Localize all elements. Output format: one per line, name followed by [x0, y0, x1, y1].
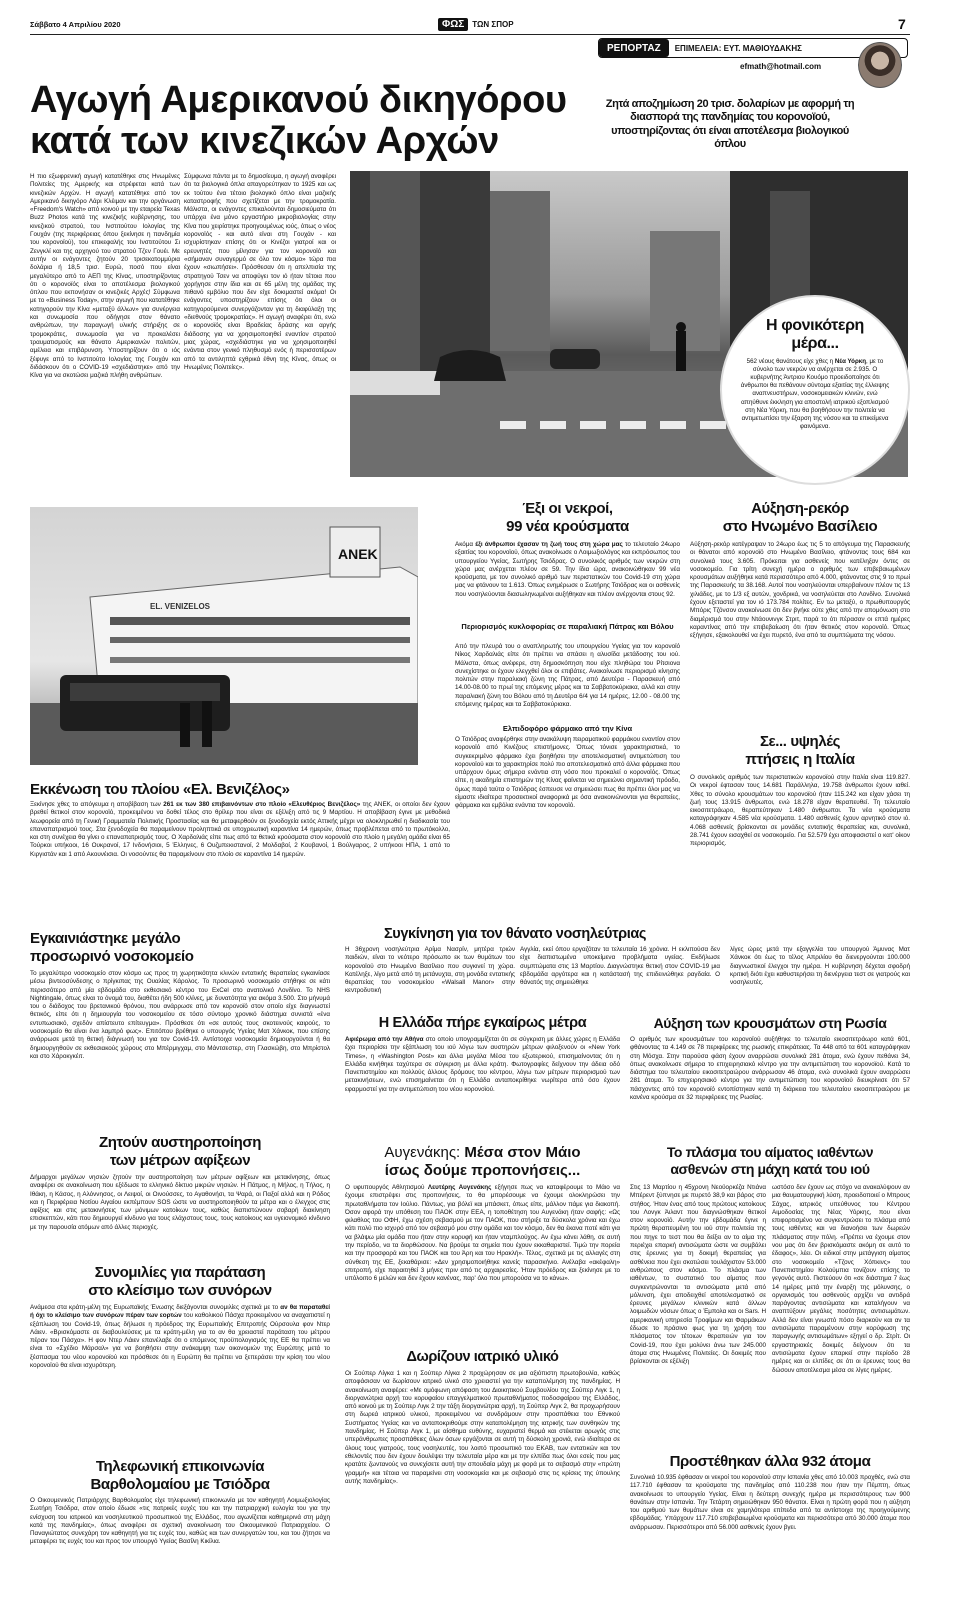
ship-scene: [30, 507, 418, 765]
italy-body: Ο συνολικός αριθμός των περιστατικών κορονοϊού στην Ιταλία είναι 119.827. Οι νεκροί έφτασαν τους 14.681 Παράλληλα, 19.758 άνθρωποι έχουν ιαθεί. Χθες το σύνολο κρουσμάτων του κορονοϊού ήταν 115.242 και είχαν χάσει τη ζωή τους 13.915 άνθρωποι, ενώ 18.278 είχαν θεραπευθεί. Τη τελευταίο εικοσιτετράωρο, θεραπεύτηκαν 1.480 άνθρωποι. Τα νέα κρούσματα καταγράφηκαν 4.585 νέα κρούσματα. 1.480 ασθενείς έχουν αρνητικό στον ιό. 4.068 ασθενείς βρίσκονται σε μονάδες εντατικής θεραπείας και, συνολικά, 28.741 έχουν εισαχθεί σε νοσοκομείο. Για 52.579 έχει αποφασιστεί ο κατ' οίκον περιορισμός.: [690, 774, 910, 848]
flights-body: Δήμαρχοι μεγάλων νησιών ζητούν την αυστηροποίηση των μέτρων αφίξεων και μετακίνησης, όπως αναφέρει σε ανακοίνωση που εξέδωσε το ελληνικό δίκτυο μικρών νησιών. Η Πάτμος, η Μήλος, η Τήλος, η Ιθάκη, η Κάσος, η Αλόννησος, οι Λειψοί, οι Οινούσσες, το Αγαθονήσι, τα Ψαρά, οι Παξοί αλλά και η Ρόδος και η Περιφέρεια Νοτίου Αιγαίου εκπέμπουν SOS ώστε να αυστηροποιηθούν τα μέτρα και ο έλεγχος στις αφίξεις και στις μετακινήσεις των μόνιμων κατοίκων τους, καθώς διαπιστώνουν σοβαρή διακίνηση επισκεπτών, κάτι που δημιουργεί κίνδυνο για τους ελάχιστους τους, τους κατοίκους και υγειονομικό κίνδυνο με την παρουσία ατόμων από άλλες περιοχές.: [30, 1174, 330, 1231]
dead-sub1-body: Από την πλευρά του ο αναπληρωτής του υπουργείου Υγείας για τον κορονοϊό Νίκος Χαρδαλιάς είπε ότι πρέπει να σπάσει η αλυσίδα μετάδοσης του ιού. Μάλιστα, όπως ανέφερε, στη δημοσκόπηση που είχε πληθώρα του Ρίτσιονα συνεχίστηκε οι έχουν ελεγχθεί όλοι οι επιβάτες. Ανακοίνωσε περιορισμό κίνησης πολιτών στην παραλιακή ζώνη της Πάτρας, από Δευτέρα - Παρασκευή από 14.00-08.00 το πρωί της επόμενης μέρας και τα Σαββατοκύριακα, αλλά και στην παραλιακή ζώνη του Βόλου από τη Δευτέρα 6/4 για 14 ημέρες, 12.00 - 08.00 της επόμενης ημέρας και τα Σαββατοκύριακα.: [455, 643, 680, 709]
plasma-col-1: Στις 13 Μαρτίου η 45χρονη Νεοϋορκέζα Ντιάνα Μπέρεντ ξύπνησε με πυρετό 38,9 και βάρος στο στήθος. Ήταν ένας από τους πρώτους κατοίκους του Λονγκ Άιλαντ που διαγνώσθηκαν θετικοί στον κορονοϊό. Αυτήν την εβδομάδα έγινε η πρώτη θεραπευμένη του ιού στην πολιτεία της που πηγε το τεστ που θα δείξει αν το αίμα της περιέχει επαρκή αντισώματα ώστε να συμβάλει στις έρευνες για τη δοκιμή θεραπείας για ασθένεια που έχει σκοτώσει τουλάχιστον 53.000 ανθρώπους στον κόσμο. Το πλάσμα των ιαθέντων, το συστατικό του αίματος που συγκεντρώνονται τα αντισώματα μετά από μόλυνση, έχει αποδειχθεί αποτελεσματικό σε έρευνες μεγάλων κλινικών κατά άλλων λοιμωδών νόσων όπως ο Έμπολα και οι Sars. Η αμερικανική υπηρεσία Τροφίμων και Φαρμάκων έδωσε το πράσινο φως για τη χρήση του πλάσματος τον τέτοιων θεραπειών για τον Covid-19, που έχει μολύνει άνω των 245.000 άτομα στις Ηνωμένες Πολιτείες. Οι δοκιμές που βρίσκονται σε εξέλιξη: [630, 1184, 766, 1366]
masthead-rule: [30, 34, 910, 35]
plasma-title-line1: Το πλάσμα του αίματος ιαθέντων: [666, 1144, 874, 1160]
augenakis-title-name: Αυγενάκης:: [384, 1144, 461, 1161]
russia-body: Ο αριθμός των κρουσμάτων του κορονοϊού αυξήθηκε το τελευταίο εικοσιτετράωρο κατά 601, φθάνοντας τα 4.149 σε 78 περιφέρειες της ρωσικής επικράτειας. Τα 448 από τα 601 καταγράφηκαν στη Μόσχα. Στην παρούσα φάση έχουν αναρρώσει συνολικά 281 άτομα, ενώ έχουν πεθάνει 34, όπως ανακοίνωσε σήμερα το επιχειρησιακό κέντρο για την αντιμετώπιση του κορονοϊού. Κατά το διάστημα του τελευταίου εικοσιτετραώρου ανάρρωσαν 46 άτομα, ενώ συνολικά έχουν αναρρώσει 281 άτομα. Το επιχειρησιακό κέντρο για την αντιμετώπιση του κορονοϊού διευκρίνισε ότι 57 πάσχοντες από τον κορονοϊό εντοπίστηκαν κατά τη διάρκεια του τελευταίου εικοσιτετραώρου με κανένα κρούσμα σε 32 περιφέρειες της Ρωσίας.: [630, 1036, 910, 1102]
nightingale-title-line2: προσωρινό νοσοκομείο: [30, 948, 194, 966]
callout-body-prefix: 562 νέους θανάτους είχε χθες η: [746, 358, 835, 366]
nightingale-title: [30, 930, 330, 967]
callout-body-rest: , με το σύνολο των νεκρών να ανέρχεται σε 2.935. Ο κυβερνήτης Άντριου Κουόμο προειδοποίησε ότι άνθρωποι θα πεθάνουν σύντομα εξαιτίας της έλλειψης αναπνευστήρων, νοσοκομειακών κλινών, ενώ απηύθυνε έκκληση για αποστολή ιατρικού εξοπλισμού στη Νέα Υόρκη, που θα βοηθήσουν την πολιτεία να αντιμετωπίσει την έξαρση της νόσου και τα επικείμενα φαινόμενα.: [740, 358, 890, 430]
lead-column-1: [30, 173, 180, 491]
augenakis-title: [345, 1144, 620, 1181]
augenakis-title-line1: [345, 1144, 620, 1162]
ship-funnel-text: ANEK: [338, 546, 378, 562]
borders-body-bold: αν θα παραταθεί ή όχι το κλείσιμο των συνόρων πέραν των εορτών: [30, 1304, 330, 1320]
nightingale-body: Το μεγαλύτερο νοσοκομείο στον κόσμο ως προς τη χωρητικότητα κλινών εντατικής θεραπείας εγκαινίασε μέσω βιντεοσύνδεσης ο πρίγκιπας της Ουαλίας Κάρολος. Το προσωρινό νοσοκομείο στήθηκε σε κάτι περισσότερο από μία εβδομάδα στο εκθεσιακό κέντρο του ExCel στο ανατολικό Λονδίνο. Το NHS Nightingale, όπως είναι το όνομά του, διαθέτει ήδη 500 κλίνες, με δυνατότητα για ακόμα 3.500. Στο μήνυμά του ο διάδοχος του βρετανικού θρόνου, που ανάρρωσε από τον κορονοϊό στον οποίο είχε διαγνωστεί θετικός, είπε ότι η δημιουργία του νοσοκομείου σε τόσο σύντομο χρονικό διάστημα συνιστά «ένα εντυπωσιακό, σχεδόν απίστευτο επίτευγμα». Πρόσθεσε ότι «σε αυτούς τους σκοτεινούς καιρούς, το νοσοκομείο θα είναι ένα λαμπρό φως». Επιτόπου βρέθηκε ο υπουργός Υγείας Ματ Χάνκοκ, που επίσης ανάρρωσε μετά τη θετική διάγνωσή του για τον Covid-19. Αντίστοιχα νοσοκομεία δημιουργούνται ή θα δημιουργηθούν σε εκθεσιακούς χώρους στο Μπέρμιγχαμ, στο Μάντσεστερ, στη Γλασκώβη, στο Μπρίστολ και στο Χάροκγκέιτ.: [30, 970, 330, 1060]
dead-body: [455, 541, 680, 620]
borders-title-line2: στο κλείσιμο των συνόρων: [88, 1282, 272, 1300]
donation-title: Δωρίζουν ιατρικό υλικό: [406, 1349, 559, 1365]
augenakis-body-bold: Λευτέρης Αυγενάκης: [427, 1184, 492, 1191]
borders-body-prefix: Ανάμεσα στα κράτη-μέλη της Ευρωπαϊκής Ένωσης διεξάγονται συνομιλίες σχετικά με το: [30, 1304, 281, 1311]
rubric-label: ΡΕΠΟΡΤΑΖ: [599, 39, 669, 57]
tsiodras-title-line1: Τηλεφωνική επικοινωνία: [95, 1458, 265, 1475]
italy-title-line2: πτήσεις η Ιταλία: [745, 751, 855, 768]
tsiodras-title-line2: Βαρθολομαίου με Τσιόδρα: [90, 1476, 270, 1494]
tsiodras-title: [30, 1458, 330, 1495]
callout-title: [740, 317, 890, 352]
newspaper-section: ΤΩΝ ΣΠΟΡ: [472, 19, 514, 29]
nurse-col-1: Η 36χρονη νοσηλεύτρια Αρίμα Νασρίν, μητέρα τριών παιδιών, είναι το νεότερο πρόσωπο εκ των θυμάτων του κορονοϊού στο Ηνωμένο Βασίλειο που συγκινεί τη χώρα. Κατέληξε, λίγο μετά από τη μετάνυχτα, στη μονάδα εντατικής θεραπείας του νοσοκομείου «Walsall Manor» στην κεντροδυτική: [345, 946, 515, 995]
newspaper-logo: ΦΩΣ: [438, 18, 468, 31]
uk-body: Αύξηση-ρεκόρ κατέγραψαν το 24ωρο έως τις 5 το απόγευμα της Παρασκευής οι θάνατοι από κορονοϊό στο Ηνωμένο Βασίλειο, φτάνοντας τους 684 και συνολικά τους 3.605. Πρόκειται για ασθενείς που κατέληξαν όντες σε νοσοκομείο. Για τρίτη συνεχή ημέρα ο αριθμός των επιβεβαιωμένων κρουσμάτων αυξήθηκε κατά περισσότερο από 4.000, φτάνοντας στις 9 το πρωί της Παρασκευής τα 38.168. Αυτοί που νοσηλεύονται υπερβαίνουν πλέον τις 13 χιλιάδες, με το 1/3 εξ αυτών, χονδρικά, να νοσηλεύεται στο Λονδίνο. Συνολικά έχουν εξεταστεί για τον ιό 173.784 πολίτες. Εν τω μεταξύ, ο πρωθυπουργός Μπόρις Τζόνσον ανακοίνωσε ότι δεν βγήκε ούτε χθες από την απομόνωση στο διαμέρισμά του στην Ντάουνινγκ Στριτ, παρά το ότι πέρασαν οι επτά ημέρες καραντίνας από την επιβεβαίωση ότι ήταν θετικός στον κορονοϊό. Όπως εξήγησε, εξακολουθεί να έχει πυρετό, ένα από τα συμπτώματα της νόσου.: [690, 541, 910, 640]
ship-body-rest: της ΑΝΕΚ, οι οποίοι δεν έχουν βρεθεί θετικοί στον κορονοϊό, προκειμένου να δοθεί τέλος στο θρίλερ που είναι σε εξέλιξη από τις 9 Μαρτίου. Η αποβίβαση έγινε με μεθοδικά λεωφορεία από τη Γενική Γραμματεία Πολιτικής Προστασίας και θα μεταφερθούν σε ξενοδοχεία εκτός Αττικής μέχρι να ολοκληρωθεί η διαδικασία του επαναπατρισμού τους. Στα ξενοδοχεία θα παραμείνουν προληπτικά σε υποχρεωτική καραντίνα 14 ημερών, όπως προβλέπεται από το πρωτόκολλο, και στη συνέχεια θα γίνει ο επαναπατρισμός τους. Ο Χαρδαλιάς είπε πως από τα θετικά κρούσματα στον κορονοϊό στο πλοίο η μεγάλη ομάδα είναι 65 Τούρκοι υπήκοοι, 16 Ουκρανοί, 17 Ινδονήσιοι, 5 Έλληνες, 6 Ουζμπεκιστανοί, 2 Μολδαβοί, 2 Κουβανοί, 1 Βούλγαρος, 2 υπήκοοι ΗΠΑ, 1 από το Κιργιστάν και 1 από Ακουνέισια. Οι νοσούντες θα παραμείνουν στο πλοίο σε καραντίνα 14 ημερών.: [30, 801, 450, 858]
ship-body: [30, 801, 450, 893]
lead-title-line2: κατά των κινεζικών Αρχών: [30, 119, 499, 162]
editor-avatar: [858, 42, 902, 88]
borders-body: [30, 1304, 330, 1454]
russia-title: Αύξηση των κρουσμάτων στη Ρωσία: [653, 1015, 887, 1031]
uk-title-line2: στο Ηνωμένο Βασίλειο: [722, 518, 878, 535]
augenakis-body-rest: εξήγησε πως να καταφέρουμε το Μάιο να έχουμε επιστρέψει στις προπονήσεις, το θα μπορέσουμε να έχουμε ολοκληρώσει την πρωταθλήματα τον Ιούλιο. Πάντως, για βόλεϊ και μπάσκετ, όπως είπε, μάλλον πάμε για διακοπή. Όσον αφορά την υπόθεση του ΠΑΟΚ στην ΕΕΑ, η τοποθέτηση του Αυγενάκη ήταν σαφής: «Ως φιλαθλος του ΟΦΗ, έχω σχέση σεβασμού με τον ΠΑΟΚ, που στήριξε τα δύσκολα χρόνια και έχω κάτι πολύ πιο ισχυρό από τον σεβασμό μου στην ομάδα και τον κόσμο, δεν θα έκανα ποτέ κάτι για να βλάψω μία ομάδα που ήταν στην κορυφή και ήταν νταμπλούχος. Αν έχω κάνει λάθη, σε αυτή την περίοδο, να τα διορθώσουν. Να βρούμε τα σημεία που έχουν εκκαθαριστεί. Τιμώ την πορεία και την προσφορά και του ΠΑΟΚ και του Άρη και του Ηρακλή». Τέλος, σχετικά με τις αλλαγές στη σύνθεση της ΕΕ, ξεκαθάρισε: «Δεν χρησιμοποιήθηκε κανείς παρασκήνιο. Ανέλαβα «ακέφαλη» επιτροπή, είχε παραιτηθεί 3 μήνες πριν από τις αρχαιρεσίες. Ήταν πρόεδρος και ξεκίνησε με το υπόλοιπο 6 μελών και δεν έχουν κανένας, παρ' όλο που μπορούσα να το κάνω».: [345, 1184, 620, 1283]
nurse-col-2: Αγγλία, εκεί όπου εργαζόταν τα τελευταία 16 χρόνια. Η εκλιπούσα δεν είχε διαπιστωμένα υποκείμενα προβλήματα υγείας. Εκδήλωσε συμπτώματα στις 13 Μαρτίου. Διαγνώστηκε θετική στον COVID-19 μια εβδομάδα αργότερα και η κατάστασή της επιδεινώθηκε ραγδαία. Ο θάνατός της σημειώθηκε: [520, 946, 720, 987]
greece-body: [345, 1036, 620, 1133]
plasma-title: [630, 1144, 910, 1178]
editor-email: efmath@hotmail.com: [740, 62, 822, 71]
ship-photo: [30, 507, 418, 765]
donation-body: Οι Σούπερ Λίγκα 1 και η Σούπερ Λίγκα 2 προχώρησαν σε μια αξιόπιστη πρωτοβουλία, καθώς αποφάσισαν να δωρίσουν ιατρικό υλικό στο χρειαστεί για την καταπολέμηση της πανδημίας. Η ανακοίνωση αναφέρει: «Με ομόφωνη απόφαση του Διοικητικού Συμβουλίου της Σούπερ Λιγκ 1, η διοργανώτρια αρχή του κορυφαίου επαγγελματικού πρωταθλήματος ποδοσφαίρου της Ελλάδος, από κοινού με τη Σούπερ Λιγκ 2 την τάξη διοργανώτρια αρχή, τη Σούπερ Λιγκ 2, θα προχωρήσουν στη δωρεά ιατρικού υλικού, προκειμένου να συνδράμουν στην προσπάθεια του Εθνικού Συστήματος Υγείας και να ανταποκριθούμε στην καταπολέμηση της ιατρικής των συνθηκών της πανδημίας. Η Σούπερ Λιγκ 1, με αίσθημα ευθύνης, ευχαριστεί θερμά και στέκεται αρωγός στις υπεράνθρωπες προσπάθειες όλων όσων εργάζονται σε αυτή τη δύσκολη χρονιά, ενώ ιδιαίτερα σε όλους τους γιατρούς, τους νοσηλευτές, του λοιπό προσωπικό του ΕΚΑΒ, των εντατικών και τον εθελοντές που δεν έχουν δουλέψει την τελευταία μέρα και με την ελπίδα πως όλοι εσείς που μας κρατάτε ζωντανούς να συνεχίσετε αυτή την σπουδαία μάχη με φορά με το σεβασμό στην «πρώτη γραμμή» και τέτοια να παραμείνει στη νοσοκομεία και με σεβασμό στις τις κρίσεις της ύπουλης αυτής πανδημίας».: [345, 1370, 620, 1485]
ship-name-text: EL. VENIZELOS: [150, 602, 211, 611]
greece-body-rest: στο οποίο υπογραμμίζεται ότι σε σύγκριση με άλλες χώρες η Ελλάδα έχει περιορίσει την εξάπλωση του ιού λόγω των αυστηρών μέτρων φιλοξενούν οι «New York Times», η «Washington Post» και άλλα μεγάλα Μέσα του εξωτερικού, επισημαίνοντας ότι η Ελλάδα κινήθηκε ταχύτερα σε σύγκριση με άλλα κράτη. Φωτογραφίες δείχνουν την άδεια οδό Πανεπιστημίου και πολλούς άλλους δρόμους του κέντρου, λόγω των μέτρων περιορισμού των μετακινήσεων, ενώ επισημαίνεται ότι η Ελλάδα ανταποκρίθηκε νωρίτερα από όσο έχουν εφαρμοστεί για την αντιμετώπιση του νέου κορονοϊού.: [345, 1036, 620, 1093]
lead-column-2: Σύμφωνα πάντα με το δημοσίευμα, η αγωγή αναφέρει ότι τα βιολογικά όπλα απαγορεύτηκαν το 1925 και ως εκ τούτου ένα τέτοιο βιολογικό όπλο είναι μαζικής καταστροφής που σχετίζεται με την τρομοκρατία. Μάλιστα, οι ενάγοντες επικαλούνται δημοσιεύματα ότι υπάρχει ένα μόνο εργαστήριο μικροβιολογίας στην Κίνα που χειρίστηκε προηγουμένως ιούς, όπως ο νέος κορονοϊός - και αυτό είναι στη Γουχάν - και ισχυρίστηκαν επίσης ότι οι Κινέζοι γιατροί και οι ερευνητές που μίλησαν για τον κορονοϊό και «σήμαναν συναγερμό σε όλο τον κόσμο» τώρα πια έχουν «σιωπήσει». Πρόσθεσαν ότι η απελπισία της στρατηγού Τσεν να αποφύγει τον ιό ήταν τέτοια που χορήγησε στην ίδια και σε 65 μέλη της ομάδας της πιθανό εμβόλιο που δεν είχε δοκιμαστεί ακόμα! Οι ενάγοντες υποστηρίζουν επίσης ότι όλοι οι κατηγορούμενοι συνεργάζονταν για τη διαφύλαξη της «διεθνούς τρομοκρατίας». Η αγωγή αναφέρει ότι, ενώ ο κορονοϊός είναι Βραδείας δράσης και αργής διάδοσης για να χρησιμοποιηθεί εναντίον στρατού μιας χώρας, «σχεδιάστηκε για να χρησιμοποιηθεί ενάντια στον γενικό πληθυσμό ενός ή περισσοτέρων από τα αντιληπτά εχθρικά έθνη της Κίνας, όπως οι Ηνωμένες Πολιτείες».: [184, 173, 336, 371]
borders-body-rest: του καθολικού Πάσχα προκειμένου να αναχαιτιστεί η εξάπλωση του Covid-19, όπως δήλωσε η πρόεδρος της Ευρωπαϊκής Επιτροπής Ούρσουλα φον Ντερ Λάιεν. «Βρισκόμαστε σε διαβουλεύσεις με τα κράτη-μέλη για το αν θα χρειαστεί παράταση του μέτρου πέραν του Πάσχα». Η φον Ντερ Λάιεν επανέλαβε ότι ο επόμενος προϋπολογισμός της ΕΕ θα πρέπει να είναι το «Σχέδιο Μάρσαλ» για να βοηθήσει στην ανάκαμψη των οικονομιών της Ευρώπης μετά το ξέσπασμα του νέου κορονοϊού και πρόσθεσε ότι η Ευρώπη θα πρέπει να ξεπεράσει την κρίση του νέου κορονοϊού θα είναι ισχυρότερη.: [30, 1312, 330, 1370]
lead-subtitle: Ζητά αποζημίωση 20 τρισ. δολαρίων με αφορμή τη διασπορά της πανδημίας του κορονοϊού, υποστηρίζοντας ότι είναι αποτέλεσμα βιολογικού όπλου: [605, 98, 855, 151]
dead-body-rest: το τελευταίο 24ωρο εξαιτίας του κορονοϊού, όπως ανακοίνωσε ο Λοιμωξιολόγος και εκπρόσωπος του υπουργείου Υγείας, Σωτήρης Τσιόδρας. Ο συνολικός αριθμός των νεκρών στη χώρα μας ανέρχεται πλέον σε 59. Την ίδια ώρα, ανακοινώθηκαν 99 νέα κρούσματα, με τον συνολικό αριθμό των περιστατικών του Covid-19 στη χώρα μας να φτάνουν τα 1.613. Όπως ενημέρωσε ο Σωτήρης Τσιόδρας και οι ασθενείς που νοσηλεύονται διασωληνωμένοι αυξήθηκαν και πλέον ανέρχονται στους 92.: [455, 541, 680, 598]
dead-sub2-body: Ο Τσιόδρας αναφέρθηκε στην ανακάλυψη πειραματικού φαρμάκου εναντίον στον κορονοϊό από Κινέζους επιστήμονες. Όπως τόνισε χαρακτηριστικά, το συγκεκριμένο φάρμακο έχει βοηθήσει την αποτελεσματική αντιμετώπιση του κορονοϊού και το χαρακτηρίσε πολύ πιο αποτελεσματικό από άλλα φάρμακα που υπάρχουν όμως σήμερα ενάντια στη νόσο που προκαλεί ο κορονοϊός. Όπως είπε, η ακαδημία επιστημών της Κίνας φαίνεται να σημειώνει σημαντική πρόοδο, όμως παρά ταύτα ο Τσιόδρας έσπευσε να σημειώσει πως θα πρέπει όλοι μας να είμαστε ιδιαίτερα προσεκτικοί αναφορικά με όσα ανακοινώνονται για θεραπείες, φάρμακα και εμβόλια ενάντια τον κορονοϊό.: [455, 736, 680, 810]
spain-title: Προστέθηκαν άλλα 932 άτομα: [669, 1453, 871, 1470]
ship-body-prefix: Ξεκίνησε χθες το απόγευμα η αποβίβαση των: [30, 801, 164, 808]
callout-title-line1: Η φονικότερη: [766, 317, 864, 334]
ship-body-bold: 261 εκ των 380 επιβαινόντων στο πλοίο «Ελευθέριος Βενιζέλος»: [163, 801, 361, 808]
masthead-date: Σάββατο 4 Απριλίου 2020: [30, 20, 121, 29]
lead-title-line1: Αγωγή Αμερικανού δικηγόρου: [30, 79, 567, 121]
nurse-col-3: λίγες ώρες μετά την εξαγγελία του υπουργού Άμυνας Ματ Χάνκοκ ότι έως το τέλος Απριλίου θα διενεργούνται 100.000 διαγνωστικοί έλεγχοι την ημέρα. Η κυβέρνηση δέχεται σφοδρή κριτική διότι έχει καθυστερήσει τη διενέργεια τεστ σε γιατρούς και νοσηλευτές.: [730, 946, 910, 987]
italy-title-line1: Σε... υψηλές: [759, 733, 841, 750]
italy-title: [690, 733, 910, 769]
augenakis-title-rest: Μέσα στον Μάιο: [464, 1144, 581, 1161]
lead-title: [30, 80, 600, 161]
plasma-col-2: ωστόσο δεν έχουν ως στόχο να ανακαλύψουν αν μια θαυματουργική λύση, προειδοποιεί ο Μπρους Σάχας, ιατρικός υπεύθυνος του Κέντρου Αιμοδοσίας της Νέας Υόρκης, που είναι επιφορτισμένο να συγκεντρώσει το πλάσμα από τους ιαθέντες και να διανοήσει των δωρεών πλάσματος στην πόλη. «Πρέπει να έχουμε στον νου μας ότι δεν βρισκόμαστε ακόμη σε αυτό το έδαφος», λέει. Οι ειδικοί στην μετάγγιση αίματος στο νοσοκομείο «Τζονς Χόπκινς» του Πανεπιστημίου Κολούμπια τονίζουν επίσης το γεγονός αυτό. Πιστεύουν ότι «σε διάστημα 7 έως 14 ημέρες μετά την έναρξη της μόλυνσης, ο οργανισμός του ασθενούς αρχίζει να αντιδρά παράγοντας αντισώματα και καταλήγουν να αναπτύξουν μεγάλες ποσότητες αντισωμάτων. Αλλά δεν είναι γνωστό πόσο διαρκούν και αν τα αντισώματα παραμένουν στην κορύφωση της παραγωγής αντισωμάτων» εξηγεί ο δρ. Στρίτ. Οι εργαστηριακές δοκιμές δείχνουν ότι τα αντισώματα έχουν επαρκεί στην περίοδο 28 ημέρες και οι ελπίδες σε ότι οι έρευνες τους θα δώσουν αποτέλεσμα μέσα σε λίγες ημέρες.: [772, 1184, 910, 1374]
augenakis-body: [345, 1184, 620, 1339]
augenakis-body-prefix: Ο υφυπουργός Αθλητισμού: [345, 1184, 428, 1191]
rubric-editor: ΕΠΙΜΕΛΕΙΑ: ΕΥΤ. ΜΑΘΙΟΥΔΑΚΗΣ: [674, 43, 802, 53]
callout-title-line2: μέρα...: [791, 334, 839, 352]
flights-title-line2: των μέτρων αφίξεων: [109, 1152, 251, 1170]
greece-body-prefix: Αφιέρωμα από την Αθήνα: [345, 1036, 424, 1043]
dead-title: [455, 500, 680, 536]
page-number: 7: [898, 16, 906, 32]
flights-title: [30, 1134, 330, 1171]
greece-title: Η Ελλάδα πήρε εγκαίρως μέτρα: [378, 1015, 587, 1031]
lead-column-1-text: Η πιο εξωφρενική αγωγή κατατέθηκε στις Ηνωμένες Πολιτείες της Αμερικής και στρέφεται κατά των κινεζικών Αρχών. Η αγωγή κατατέθηκε από τον Αμερικανό δικηγόρο Λάρι Κλέιμαν και την οργάνωση «Freedom's Watch» από κοινού με την εταιρεία Texas Buzz Photos κατά της κινεζικής κυβέρνησης, του κινεζικού στρατού, του Ινστιτούτου Ιολογίας της Γουχάν (της περιφέρειας όπου ξεκίνησε η πανδημία του κορονοϊού), του επικεφαλής του Ινστιτούτου Σι Ζενγκλί και της αρχηγού του στρατού Τζεν Γουέι. Με αυτήν οι ενάγοντες ζητούν 20 τρισεκατομμύρια δολάρια ή 18,5 τρισ. Ευρώ, ποσό που είναι μεγαλύτερο από το ΑΕΠ της Κίνας, υποστηρίζοντας ότι ο κορονοϊός είναι το αποτέλεσμα βιολογικού όπλου που εκπονήσαν οι κινεζικές Αρχές! Σύμφωνα με το «Business Today», στην αγωγή που κατατέθηκε κατηγορούν την Κίνα «μεταξύ άλλων» για συνέργεια και συνωμοσία που οδήγησε στον θάνατο ανθρώπων, την παραγωγή υλικής στήριξης σε τρομοκράτες, συνωμοσία για να προκαλέσει τραυματισμούς και θάνατο Αμερικανών πολιτών, αμέλεια και επιβάρυνση. Υποστηρίζουν ότι ο ιός ξέφυγε από το Ινστιτούτο Ιολογίας της Γουχάν και διδάσκουν ότι ο COVID-19 «σχεδιάστηκε» από την Κίνα για να σκοτώσει μαζικά πλήθη ανθρώπων.: [30, 173, 180, 380]
augenakis-title-line2: ίσως δούμε προπονήσεις...: [384, 1162, 581, 1180]
dead-body-bold: έξι άνθρωποι έχασαν τη ζωή τους στη χώρα μας: [475, 541, 623, 548]
dead-title-line1: Έξι οι νεκροί,: [522, 500, 613, 517]
callout-body-bold: Νέα Υόρκη: [834, 358, 867, 366]
masthead-logo-block: [438, 16, 514, 32]
spain-body: Συνολικά 10.935 έφθασαν οι νεκροί του κορονοϊού στην Ισπανία χθες από 10.003 προχθές, ενώ στα 117.710 έφθασαν τα κρούσματα της πανδημίας από 110.238 που ήταν την Πέμπτη, όπως ανακοίνωσε το υπουργείο Υγείας. Είναι η δεύτερη συνεχής ημέρα με περισσότερους των 900 θανάτων στην Ισπανία. Την Τετάρτη σημειώθηκαν 950 θάνατοι. Είναι η πρώτη φορά που η αύξηση του αριθμού των θυμάτων είναι σε χαμηλότερα επίπεδα από τα αντίστοιχα της προηγούμενης εβδομάδας. Υπάρχουν 117.710 επιβεβαιωμένα κρούσματα και περισσότερα από 30.000 άτομα που ανάρρωσαν. Περισσότεροι από 56.000 ασθενείς έχουν βγει.: [630, 1474, 910, 1531]
uk-title-line1: Αύξηση-ρεκόρ: [751, 500, 849, 517]
flights-title-line1: Ζητούν αυστηροποίηση: [98, 1134, 262, 1151]
dead-title-line2: 99 νέα κρούσματα: [506, 518, 629, 535]
borders-title-line1: Συνομιλίες για παράταση: [94, 1264, 266, 1281]
nurse-title: Συγκίνηση για τον θάνατο νοσηλεύτριας: [384, 926, 646, 942]
nightingale-title-line1: Εγκαινιάστηκε μεγάλο: [30, 930, 181, 947]
dead-body-prefix: Ακόμα: [455, 541, 476, 548]
tsiodras-body: Ο Οικουμενικός Πατριάρχης Βαρθολομαίος είχε τηλεφωνική επικοινωνία με τον καθηγητή Λοιμωξιολογίας Σωτήρη Τσιόδρα, στον οποίο έδωσε «τις πατρικές ευχές του και την πατριαρχική ευλογία του για την ενίσχυση του ιατρικού και νοσηλευτικού προσωπικού της Ελλάδος, που αγωνίζεται καθημερινά στη μάχη κατά της πανδημίας», όπως αναφέρει σε σχετική ανακοίνωση του Οικουμενικού Πατριαρχείου. Ο Παναγιώτατος συνεχάρη τον καθηγητή για τις ευχές του, καθώς και των συνεργατών του, και του ζήτησε να μεταφέρει τις ευχές του και προς τον υπουργό Υγείας Βασίλη Κικίλια.: [30, 1497, 330, 1546]
plasma-title-line2: ασθενών στη μάχη κατά του ιού: [670, 1161, 870, 1178]
callout-circle: [720, 295, 910, 485]
dead-subhead-2: Ελπιδοφόρο φάρμακο από την Κίνα: [502, 724, 633, 733]
callout-body: [740, 358, 890, 431]
borders-title: [30, 1264, 330, 1301]
uk-title: [690, 500, 910, 536]
ship-title: Εκκένωση του πλοίου «Ελ. Βενιζέλος»: [30, 781, 290, 798]
dead-subhead-1: Περιορισμός κυκλοφορίας σε παραλιακή Πάτρας και Βόλου: [461, 622, 674, 631]
